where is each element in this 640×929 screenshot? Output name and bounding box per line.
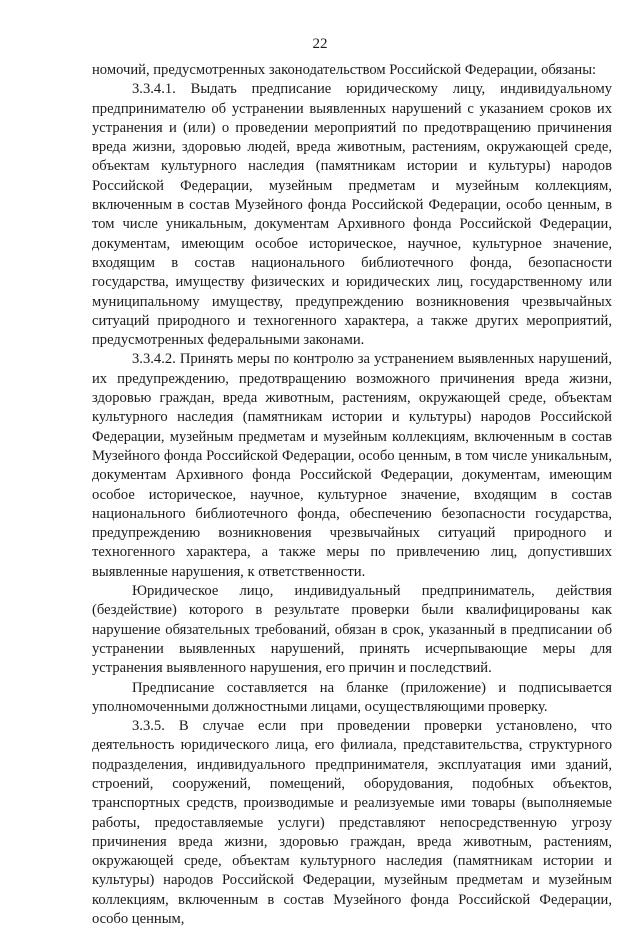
paragraph-prescription-form: Предписание составляется на бланке (приложение) и подписывается уполномоченными должностными лицами, осуществляющими проверку. [92,679,612,715]
paragraph-3-3-5: 3.3.5. В случае если при проведении проверки установлено, что деятельность юридического лица, его филиала, представительства, структурного подразделения, индивидуального предпринимателя, эксплуатация ими зданий, строений, сооружений, помещений, оборудования, подобных объектов, транспортных средств, производимые и реализуемые ими товары (выполняемые работы, предоставляемые услуги) представляют непосредственную угрозу причинения вреда жизни, здоровью граждан, вреда животным, растениям, окружающей среде, объектам культурного наследия (памятникам истории и культуры) народов Российской Федерации, музейным предметам и музейным коллекциям, включенным в состав Музейного фонда Российской Федерации, особо ценным, [92,718,612,928]
paragraph-3-3-4-1: 3.3.4.1. Выдать предписание юридическому лицу, индивидуальному предпринимателю об устранении выявленных нарушений с указанием сроков их устранения и (или) о проведении мероприятий по предотвращению причинения вреда жизни, здоровью людей, вреда животным, растениям, окружающей среде, объектам культурного наследия (памятникам истории и культуры) народов Российской Федерации, музейным предметам и музейным коллекциям, включенным в состав Музейного фонда Российской Федерации, особо ценным, в том числе уникальным, документам Архивного фонда Российской Федерации, документам, имеющим особое историческое, научное, культурное значение, входящим в состав национального библиотечного фонда, безопасности государства, имуществу физических и юридических лиц, государственному или муниципальному имуществу, предупреждению возникновения чрезвычайных ситуаций природного и техногенного характера, а также других мероприятий, предусмотренных федеральными законами. [92,81,612,349]
paragraph-continuation: номочий, предусмотренных законодательством Российской Федерации, обязаны: [92,62,597,78]
paragraph-3-3-4-2: 3.3.4.2. Принять меры по контролю за устранением выявленных нарушений, их предупреждению, предотвращению возможного причинения вреда жизни, здоровью граждан, вреда животным, растениям, окружающей среде, объектам культурного наследия (памятникам истории и культуры) народов Российской Федерации, музейным предметам и музейным коллекциям, включенным в состав Музейного фонда Российской Федерации, особо ценным, в том числе уникальным, документам Архивного фонда Российской Федерации, документам, имеющим особое историческое, научное, культурное значение, входящим в состав национального библиотечного фонда, обеспечению безопасности государства, предупреждению возникновения чрезвычайных ситуаций природного и техногенного характера, а также меры по привлечению лиц, допустивших выявленные нарушения, к ответственности. [92,351,612,580]
paragraph-legal-entity-obligation: Юридическое лицо, индивидуальный предприниматель, действия (бездействие) которого в результате проверки были квалифицированы как нарушение обязательных требований, обязан в срок, указанный в предписании об устранении выявленных нарушений, принять исчерпывающие меры для устранения выявленного нарушения, его причин и последствий. [92,583,612,677]
document-body [92,61,612,929]
page-number: 22 [312,36,328,52]
